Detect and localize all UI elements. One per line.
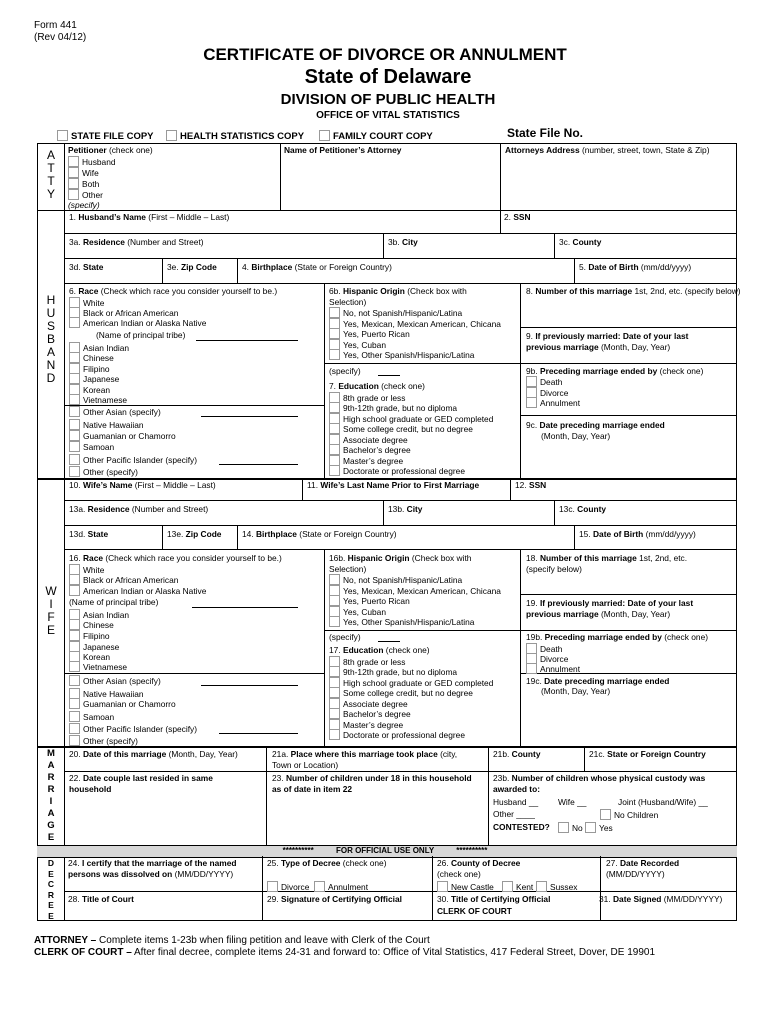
checkbox[interactable]: [69, 394, 80, 405]
footer-clerk-note: CLERK OF COURT – After final decree, complete items 24-31 and forward to: Office of Vital Statistics, 417 Federal Street, Dover, DE 19901: [34, 947, 656, 958]
race-option[interactable]: American Indian or Alaska Native: [69, 585, 206, 597]
checkbox[interactable]: [329, 465, 340, 476]
county-new-castle[interactable]: New Castle: [437, 881, 494, 893]
wife-zip-label: 13e. Zip Code: [167, 529, 222, 539]
hispanic-hint2: Selection): [329, 297, 367, 307]
checkbox[interactable]: [526, 663, 537, 674]
race-option[interactable]: Other Pacific Islander (specify): [69, 723, 197, 735]
race-option[interactable]: Samoan: [69, 711, 114, 723]
form-number: Form 441: [34, 20, 77, 31]
wife-maiden-name-label: 11. Wife’s Last Name Prior to First Marriage: [307, 480, 480, 490]
race-option[interactable]: Vietnamese: [69, 394, 127, 406]
race-option[interactable]: Japanese: [69, 641, 119, 653]
sidebar-atty: A T T Y: [46, 148, 55, 201]
checkbox[interactable]: [69, 723, 80, 734]
decree-annulment[interactable]: Annulment: [314, 881, 368, 893]
petitioner-both[interactable]: Both: [68, 178, 99, 190]
husband-hispanic-label: 6b. Hispanic Origin (Check box with: [329, 286, 467, 296]
hispanic-specify: (specify): [329, 366, 361, 376]
custody-other[interactable]: Other ____: [493, 809, 535, 819]
checkbox[interactable]: [69, 454, 80, 465]
custody-wife[interactable]: Wife __: [558, 797, 587, 807]
wife-marriage-number-label: 18. Number of this marriage 1st, 2nd, etc.: [526, 553, 688, 563]
education-option[interactable]: 9th-12th grade, but no diploma: [329, 666, 457, 678]
hispanic-option[interactable]: Yes, Other Spanish/Hispanic/Latina: [329, 349, 474, 361]
race-option[interactable]: Japanese: [69, 373, 119, 385]
husband-ended-by-label: 9b. Preceding marriage ended by (check one): [526, 366, 704, 376]
checkbox[interactable]: [329, 423, 340, 434]
petitioner-specify: (specify): [68, 200, 100, 210]
principal-tribe-label: (Name of principal tribe): [96, 330, 186, 340]
checkbox[interactable]: [69, 698, 80, 709]
form-revision: (Rev 04/12): [34, 32, 87, 43]
race-option[interactable]: Native Hawaiian: [69, 688, 144, 700]
checkbox[interactable]: [68, 178, 79, 189]
husband-county-label: 3c. County: [559, 237, 602, 247]
checkbox[interactable]: [69, 735, 80, 746]
race-option[interactable]: Guamanian or Chamorro: [69, 430, 176, 442]
race-option[interactable]: Native Hawaiian: [69, 419, 144, 431]
checkbox[interactable]: [329, 349, 340, 360]
checkbox[interactable]: [526, 376, 537, 387]
husband-city-label: 3b. City: [388, 237, 418, 247]
marriage-state-label: 21c. State or Foreign Country: [589, 749, 706, 759]
education-option[interactable]: Bachelor’s degree: [329, 708, 411, 720]
hispanic-option[interactable]: Yes, Other Spanish/Hispanic/Latina: [329, 616, 474, 628]
checkbox[interactable]: [68, 167, 79, 178]
husband-dob-label: 5. Date of Birth (mm/dd/yyyy): [579, 262, 692, 272]
marriage-place-hint: Town or Location): [272, 760, 339, 770]
education-option[interactable]: Master’s degree: [329, 719, 403, 731]
checkbox[interactable]: [314, 881, 325, 892]
checkbox[interactable]: [69, 619, 80, 630]
official-use-banner: ********** FOR OFFICIAL USE ONLY **********: [282, 846, 488, 855]
race-option[interactable]: Korean: [69, 651, 110, 663]
custody-husband[interactable]: Husband __: [493, 797, 539, 807]
hispanic-option[interactable]: Yes, Puerto Rican: [329, 328, 410, 340]
husband-marriage-number-label: 8. Number of this marriage 1st, 2nd, etc. (specify below): [526, 286, 741, 296]
copy-family-court[interactable]: FAMILY COURT COPY: [319, 130, 433, 143]
checkbox[interactable]: [69, 317, 80, 328]
education-option[interactable]: Master’s degree: [329, 455, 403, 467]
race-option[interactable]: Other (specify): [69, 735, 138, 747]
wife-ended-date-hint: (Month, Day, Year): [541, 686, 611, 696]
contested-yes[interactable]: Yes: [585, 822, 613, 834]
wife-ended-date-label: 19c. Date preceding marriage ended: [526, 676, 670, 686]
county-sussex[interactable]: Sussex: [536, 881, 577, 893]
principal-tribe-label: (Name of principal tribe): [69, 597, 159, 607]
education-option[interactable]: High school graduate or GED completed: [329, 677, 493, 689]
sidebar-marriage: M A R R I A G E: [47, 748, 55, 843]
education-option[interactable]: High school graduate or GED completed: [329, 413, 493, 425]
checkbox[interactable]: [329, 708, 340, 719]
official-signature-label: 29. Signature of Certifying Official: [267, 894, 402, 904]
checkbox[interactable]: [329, 616, 340, 627]
checkbox[interactable]: [69, 441, 80, 452]
wife-residence-label: 13a. Residence (Number and Street): [69, 504, 209, 514]
race-option[interactable]: Black or African American: [69, 574, 178, 586]
husband-state-label: 3d. State: [69, 262, 104, 272]
decree-county-hint: (check one): [437, 869, 481, 879]
attorney-address-label: Attorneys Address (number, street, town, State & Zip): [505, 145, 710, 155]
resided-date-label: 22. Date couple last resided in same household: [69, 773, 213, 794]
marriage-place-label: 21a. Place where this marriage took place (city,: [272, 749, 458, 759]
custody-label: 23b. Number of children whose physical custody was awarded to:: [493, 773, 706, 794]
checkbox[interactable]: [57, 130, 68, 141]
checkbox[interactable]: [319, 130, 330, 141]
hispanic-option[interactable]: No, not Spanish/Hispanic/Latina: [329, 307, 462, 319]
education-option[interactable]: Associate degree: [329, 698, 408, 710]
checkbox[interactable]: [329, 328, 340, 339]
race-option[interactable]: Chinese: [69, 619, 114, 631]
state-name: State of Delaware: [304, 66, 472, 88]
wife-ssn-label: 12. SSN: [515, 480, 547, 490]
education-option[interactable]: Some college credit, but no degree: [329, 687, 473, 699]
checkbox[interactable]: [536, 881, 547, 892]
petitioner-label: Petitioner (check one): [68, 145, 153, 155]
race-option[interactable]: Guamanian or Chamorro: [69, 698, 176, 710]
race-option[interactable]: Vietnamese: [69, 661, 127, 673]
petitioner-other[interactable]: Other: [68, 189, 103, 201]
husband-zip-label: 3e. Zip Code: [167, 262, 217, 272]
hispanic-option[interactable]: Yes, Mexican, Mexican American, Chicana: [329, 318, 501, 330]
race-option[interactable]: Asian Indian: [69, 342, 129, 354]
decree-county-label: 26. County of Decree: [437, 858, 521, 868]
sidebar-wife: W I F E: [45, 584, 57, 637]
form-title: CERTIFICATE OF DIVORCE OR ANNULMENT: [203, 45, 567, 64]
marriage-date-label: 20. Date of this marriage (Month, Day, Year): [69, 749, 238, 759]
race-option[interactable]: Filipino: [69, 363, 110, 375]
checkbox[interactable]: [69, 711, 80, 722]
checkbox[interactable]: [69, 430, 80, 441]
wife-state-label: 13d. State: [69, 529, 109, 539]
education-option[interactable]: Doctorate or professional degree: [329, 465, 465, 477]
checkbox[interactable]: [600, 809, 611, 820]
hispanic-option[interactable]: Yes, Cuban: [329, 339, 386, 351]
attorney-name-label: Name of Petitioner’s Attorney: [284, 145, 402, 155]
checkbox[interactable]: [69, 675, 80, 686]
husband-race-label: 6. Race (Check which race you consider yourself to be.): [69, 286, 278, 296]
education-option[interactable]: Doctorate or professional degree: [329, 729, 465, 741]
checkbox[interactable]: [558, 822, 569, 833]
division-name: DIVISION OF PUBLIC HEALTH: [280, 91, 496, 108]
ended-option[interactable]: Annulment: [526, 397, 580, 409]
official-title-value: CLERK OF COURT: [437, 906, 512, 916]
decree-divorce[interactable]: Divorce: [267, 881, 309, 893]
state-file-no-label: State File No.: [507, 126, 584, 140]
checkbox[interactable]: [69, 585, 80, 596]
checkbox[interactable]: [329, 307, 340, 318]
wife-dob-label: 15. Date of Birth (mm/dd/yyyy): [579, 529, 696, 539]
contested-no[interactable]: No: [558, 822, 583, 834]
dissolved-date-label: 24. I certify that the marriage of the named persons was dissolved on (MM/DD/YYYY): [68, 858, 237, 879]
race-option[interactable]: Chinese: [69, 352, 114, 364]
checkbox[interactable]: [69, 630, 80, 641]
checkbox[interactable]: [329, 687, 340, 698]
official-title-label: 30. Title of Certifying Official: [437, 894, 551, 904]
husband-residence-label: 3a. Residence (Number and Street): [69, 237, 204, 247]
sidebar-decree: D E C R E E: [47, 858, 55, 921]
race-option[interactable]: Asian Indian: [69, 609, 129, 621]
checkbox[interactable]: [329, 444, 340, 455]
education-option[interactable]: Bachelor’s degree: [329, 444, 411, 456]
checkbox[interactable]: [267, 881, 278, 892]
race-option[interactable]: Samoan: [69, 441, 114, 453]
checkbox[interactable]: [69, 352, 80, 363]
education-option[interactable]: 8th grade or less: [329, 392, 405, 404]
petitioner-wife[interactable]: Wife: [68, 167, 99, 179]
hispanic-hint2: Selection): [329, 564, 367, 574]
sidebar-husband: H U S B A N D: [46, 293, 56, 385]
checkbox[interactable]: [68, 189, 79, 200]
copy-state-file[interactable]: STATE FILE COPY: [57, 130, 154, 143]
checkbox[interactable]: [69, 661, 80, 672]
office-name: OFFICE OF VITAL STATISTICS: [316, 110, 460, 121]
checkbox[interactable]: [69, 419, 80, 430]
race-option[interactable]: White: [69, 297, 104, 309]
husband-education-label: 7. Education (check one): [329, 381, 425, 391]
checkbox[interactable]: [329, 402, 340, 413]
checkbox[interactable]: [329, 595, 340, 606]
wife-name-label: 10. Wife’s Name (First – Middle – Last): [69, 480, 216, 490]
no-children[interactable]: No Children: [600, 809, 658, 821]
marriage-county-label: 21b. County: [493, 749, 541, 759]
date-signed-label: 31. Date Signed (MM/DD/YYYY): [599, 894, 723, 904]
education-option[interactable]: 8th grade or less: [329, 656, 405, 668]
date-recorded-label: 27. Date Recorded: [606, 858, 680, 868]
checkbox[interactable]: [69, 406, 80, 417]
wife-city-label: 13b. City: [388, 504, 423, 514]
court-title-label: 28. Title of Court: [68, 894, 134, 904]
ended-option[interactable]: Death: [526, 376, 562, 388]
husband-ended-date-label: 9c. Date preceding marriage ended: [526, 420, 665, 430]
husband-birthplace-label: 4. Birthplace (State or Foreign Country): [242, 262, 392, 272]
wife-education-label: 17. Education (check one): [329, 645, 430, 655]
husband-previous-marriage-label: 9. If previously married: Date of your last previous marriage (Month, Day, Year): [526, 331, 689, 352]
husband-name-label: 1. Husband’s Name (First – Middle – Last): [69, 212, 230, 222]
hispanic-option[interactable]: Yes, Mexican, Mexican American, Chicana: [329, 585, 501, 597]
footer-attorney-note: ATTORNEY – Complete items 1-23b when filing petition and leave with Clerk of the Court: [34, 935, 430, 946]
wife-race-label: 16. Race (Check which race you consider yourself to be.): [69, 553, 282, 563]
wife-birthplace-label: 14. Birthplace (State or Foreign Country): [242, 529, 397, 539]
county-kent[interactable]: Kent: [502, 881, 533, 893]
race-option[interactable]: Other Asian (specify): [69, 406, 161, 418]
checkbox[interactable]: [69, 466, 80, 477]
education-option[interactable]: 9th-12th grade, but no diploma: [329, 402, 457, 414]
checkbox[interactable]: [437, 881, 448, 892]
ended-option[interactable]: Annulment: [526, 663, 580, 675]
husband-ssn-label: 2. SSN: [504, 212, 531, 222]
husband-ended-date-hint: (Month, Day, Year): [541, 431, 611, 441]
checkbox[interactable]: [329, 729, 340, 740]
hispanic-option[interactable]: No, not Spanish/Hispanic/Latina: [329, 574, 462, 586]
race-option[interactable]: Other Asian (specify): [69, 675, 161, 687]
race-option[interactable]: Black or African American: [69, 307, 178, 319]
hispanic-option[interactable]: Yes, Cuban: [329, 606, 386, 618]
education-option[interactable]: Some college credit, but no degree: [329, 423, 473, 435]
wife-county-label: 13c. County: [559, 504, 607, 514]
race-option[interactable]: Other Pacific Islander (specify): [69, 454, 197, 466]
race-option[interactable]: Other (specify): [69, 466, 138, 478]
race-option[interactable]: Korean: [69, 384, 110, 396]
checkbox[interactable]: [166, 130, 177, 141]
race-option[interactable]: American Indian or Alaska Native: [69, 317, 206, 329]
checkbox[interactable]: [68, 156, 79, 167]
race-option[interactable]: White: [69, 564, 104, 576]
checkbox[interactable]: [502, 881, 513, 892]
children-count-label: 23. Number of children under 18 in this household as of date in item 22: [272, 773, 472, 794]
checkbox[interactable]: [526, 397, 537, 408]
checkbox[interactable]: [585, 822, 596, 833]
checkbox[interactable]: [69, 574, 80, 585]
ended-option[interactable]: Divorce: [526, 653, 568, 665]
ended-option[interactable]: Death: [526, 643, 562, 655]
decree-type-label: 25. Type of Decree (check one): [267, 858, 387, 868]
custody-joint[interactable]: Joint (Husband/Wife) __: [618, 797, 708, 807]
hispanic-specify: (specify): [329, 632, 361, 642]
wife-previous-marriage-label: 19. If previously married: Date of your last previous marriage (Month, Day, Year): [526, 598, 694, 619]
checkbox[interactable]: [329, 574, 340, 585]
petitioner-husband[interactable]: Husband: [68, 156, 116, 168]
hispanic-option[interactable]: Yes, Puerto Rican: [329, 595, 410, 607]
ended-option[interactable]: Divorce: [526, 387, 568, 399]
date-recorded-hint: (MM/DD/YYYY): [606, 869, 665, 879]
checkbox[interactable]: [69, 373, 80, 384]
contested-label: CONTESTED?: [493, 822, 550, 832]
copy-health-statistics[interactable]: HEALTH STATISTICS COPY: [166, 130, 304, 143]
education-option[interactable]: Associate degree: [329, 434, 408, 446]
wife-ended-by-label: 19b. Preceding marriage ended by (check one): [526, 632, 709, 642]
wife-marriage-number-hint: (specify below): [526, 564, 582, 574]
wife-hispanic-label: 16b. Hispanic Origin (Check box with: [329, 553, 472, 563]
race-option[interactable]: Filipino: [69, 630, 110, 642]
checkbox[interactable]: [329, 666, 340, 677]
